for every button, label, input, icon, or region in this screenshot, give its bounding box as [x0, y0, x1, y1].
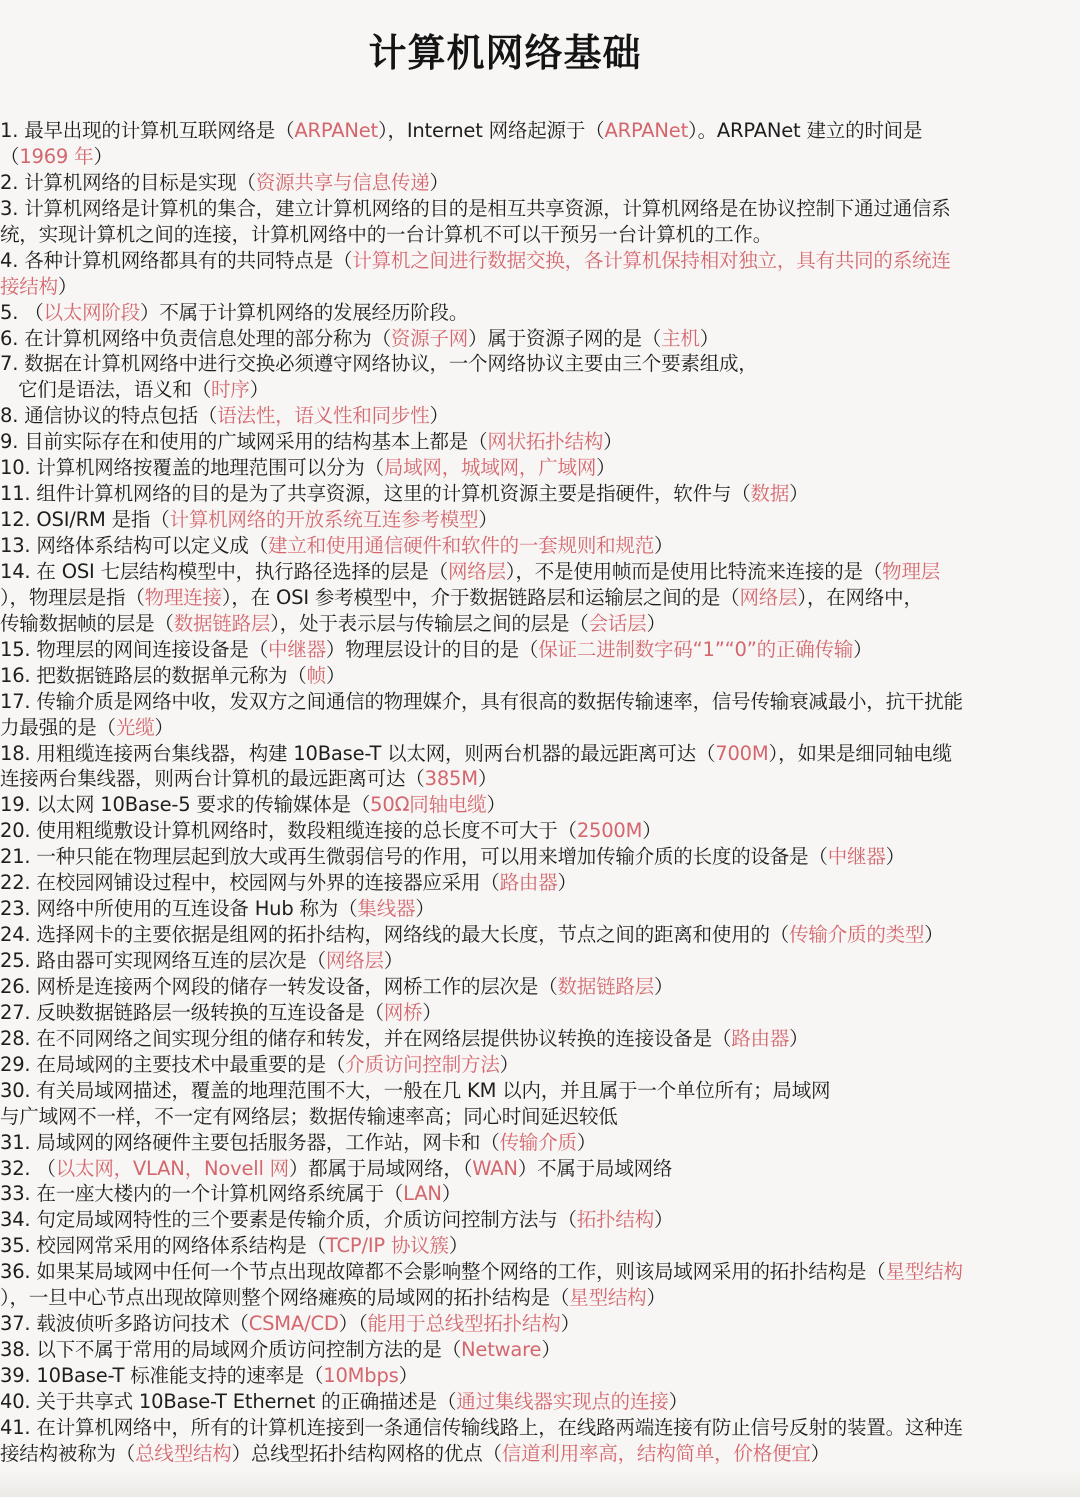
question-text: 33. 在一座大楼内的一个计算机网络系统属于（ [0, 1182, 404, 1206]
text-line [0, 1441, 1076, 1467]
text-line [0, 896, 1076, 922]
question-text: ） [429, 404, 449, 428]
question-text: ） [699, 326, 720, 350]
question-text: ） [642, 819, 662, 843]
question-text: 20. 使用粗缆敷设计算机网络时，数段粗缆连接的总长度不可大于（ [0, 819, 577, 843]
question-text: 26. 网桥是连接两个网段的储存一转发设备，网桥工作的层次是（ [0, 974, 558, 998]
question-text: ） [415, 897, 435, 921]
text-line [0, 663, 1076, 689]
question-text: 27. 反映数据链路层一级转换的互连设备是（ [0, 1000, 384, 1024]
question-text: ） [853, 637, 873, 661]
text-line [0, 248, 1076, 274]
text-line [0, 922, 1076, 948]
question-text: ） [654, 974, 674, 998]
answer-text: 时序 [211, 378, 250, 402]
text-line [0, 844, 1076, 870]
question-text: ），如果是细同轴电缆 [768, 741, 952, 765]
text-line [0, 870, 1076, 896]
answer-text: 介质访问控制方法 [345, 1052, 500, 1076]
question-text: ） [646, 1286, 666, 1310]
answer-text: 物理连接 [144, 585, 222, 609]
text-line [0, 818, 1076, 844]
answer-text: 接结构 [0, 274, 58, 298]
text-line [0, 170, 1076, 196]
question-text: ） [576, 1130, 597, 1154]
answer-text: 资源共享与信息传递 [255, 170, 430, 194]
text-line [0, 792, 1076, 818]
text-line [0, 1233, 1076, 1259]
question-text: ） [249, 378, 269, 402]
question-text: 39. 10Base-T 标准能支持的速率是（ [0, 1364, 324, 1387]
question-text: 17. 传输介质是网络中收，发双方之间通信的物理媒介，具有很高的数据传输速率，信号传输衰减最小，抗干扰能 [0, 689, 963, 713]
text-line [0, 715, 1076, 741]
text-line [0, 1052, 1076, 1078]
question-text: 23. 网络中所使用的互连设备 Hub 称为（ [0, 897, 358, 921]
text-line [0, 403, 1076, 429]
question-text: ） [668, 1389, 688, 1413]
answer-text: 主机 [661, 326, 700, 350]
bottom-fade [0, 1469, 1080, 1497]
answer-text: 传输介质 [499, 1130, 577, 1154]
question-text: ） [429, 170, 449, 194]
text-line [0, 351, 1076, 377]
question-text: ） [154, 715, 174, 739]
question-text: 它们是语法，语义和（ [0, 378, 211, 402]
question-text: 29. 在局域网的主要技术中最重要的是（ [0, 1052, 346, 1076]
question-text: ） [654, 534, 674, 557]
question-text: ）总线型拓扑结构网格的优点（ [231, 1441, 502, 1465]
answer-text: TCP/IP 协议簇 [325, 1234, 449, 1258]
answer-text: 网状拓扑结构 [487, 430, 604, 454]
question-text: （ [0, 144, 20, 168]
question-text: 40. 关于共享式 10Base-T Ethernet 的正确描述是（ [0, 1389, 457, 1413]
text-line [0, 1104, 1076, 1130]
question-text: ） [383, 949, 404, 972]
question-text: ） [441, 1182, 462, 1206]
question-text: 41. 在计算机网络中，所有的计算机连接到一条通信传输线路上，在线路两端连接有防止信号反射的装置。这种连 [0, 1415, 963, 1439]
question-text: 接结构被称为（ [0, 1441, 136, 1465]
answer-text: 建立和使用通信硬件和软件的一套规则和规范 [268, 534, 655, 557]
answer-text: 计算机网络的开放系统互连参考模型 [169, 508, 479, 532]
question-text: ） [654, 1208, 674, 1232]
answer-text: 会话层 [588, 611, 647, 635]
question-text: ）（ [338, 1312, 368, 1336]
answer-text: 计算机之间进行数据交换，各计算机保持相对独立，具有共同的系统连 [352, 248, 951, 272]
text-line [0, 689, 1076, 715]
answer-text: 网桥 [383, 1000, 423, 1024]
question-text: 9. 目前实际存在和使用的广域网采用的结构基本上都是（ [0, 430, 488, 454]
question-text: 12. OSI/RM 是指（ [0, 508, 170, 532]
question-text: ），物理层是指（ [0, 585, 145, 609]
text-line [0, 974, 1076, 1000]
question-text: ） [477, 767, 498, 791]
answer-text: 星型结构 [885, 1260, 963, 1284]
answer-text: 2500M [576, 819, 643, 843]
answer-text: 信道利用率高，结构简单，价格便宜 [501, 1441, 811, 1465]
question-text: 传输数据帧的层是（ [0, 611, 174, 635]
text-line [0, 741, 1076, 767]
text-line [0, 1130, 1076, 1156]
answer-text: Netware [461, 1338, 542, 1362]
question-text: 38. 以下不属于常用的局域网介质访问控制方法的是（ [0, 1338, 462, 1362]
question-text: 4. 各种计算机网络都具有的共同特点是（ [0, 248, 353, 272]
text-line [0, 1363, 1076, 1389]
answer-text: 通过集线器实现点的连接 [456, 1389, 669, 1413]
answer-text: 物理层 [882, 559, 941, 583]
question-text: ） [789, 1026, 809, 1050]
question-text: 30. 有关局域网描述，覆盖的地理范围不大，一般在几 KM 以内，并且属于一个单位所有；局域网 [0, 1078, 831, 1102]
answer-text: 数据链路层 [557, 974, 655, 998]
question-text: ）都属于局域网络，（ [289, 1156, 473, 1180]
question-text: ） [885, 845, 905, 869]
text-line [0, 455, 1076, 481]
answer-text: 语法性，语义性和同步性 [217, 404, 430, 428]
text-line [0, 377, 1076, 403]
answer-text: LAN [403, 1182, 442, 1206]
page-title: 计算机网络基础 [368, 31, 642, 75]
question-text: ）不属于局域网络 [517, 1156, 673, 1180]
text-line [0, 144, 1076, 170]
text-line [0, 300, 1076, 326]
answer-text: 拓扑结构 [576, 1208, 655, 1232]
text-line [0, 611, 1076, 637]
question-text: ） [646, 611, 666, 635]
question-text: ） [789, 482, 809, 506]
answer-text: 网络层 [448, 559, 506, 583]
answer-text: 网络层 [325, 949, 384, 972]
question-text: 14. 在 OSI 七层结构模型中，执行路径选择的层是（ [0, 559, 448, 583]
answer-text: 星型结构 [569, 1286, 647, 1310]
question-text: ），处于表示层与传输层之间的层是（ [270, 611, 589, 635]
question-text: ）。ARPANet 建立的时间是 [688, 119, 923, 142]
question-text: ） [486, 793, 506, 817]
text-line [0, 1156, 1076, 1182]
question-text: ） [557, 871, 577, 895]
answer-text: 资源子网 [390, 326, 469, 350]
question-text: ）属于资源子网的是（ [468, 326, 662, 350]
text-line [0, 533, 1076, 559]
text-line [0, 429, 1076, 455]
answer-text: 帧 [306, 663, 326, 687]
question-text: 34. 句定局域网特性的三个要素是传输介质，介质访问控制方法与（ [0, 1208, 577, 1232]
answer-text: 局域网，城域网，广域网 [383, 456, 597, 480]
text-line [0, 948, 1076, 974]
text-line [0, 1207, 1076, 1233]
question-text: 5. （ [0, 300, 44, 324]
question-text: 18. 用粗缆连接两台集线器，构建 10Base-T 以太网，则两台机器的最远距离可达（ [0, 741, 716, 765]
question-text: ） [422, 1000, 442, 1024]
answer-text: ARPANet [294, 119, 378, 142]
text-line [0, 637, 1076, 663]
question-text: ） [924, 923, 944, 947]
text-line [0, 1311, 1076, 1337]
question-text: 2. 计算机网络的目标是实现（ [0, 170, 256, 194]
text-line [0, 559, 1076, 585]
text-line [0, 1415, 1076, 1441]
question-text: 10. 计算机网络按覆盖的地理范围可以分为（ [0, 456, 384, 480]
question-text: 35. 校园网常采用的网络体系结构是（ [0, 1234, 326, 1258]
question-text: 16. 把数据链路层的数据单元称为（ [0, 663, 307, 687]
text-line [0, 1078, 1076, 1104]
answer-text: 能用于总线型拓扑结构 [367, 1312, 561, 1336]
text-line [0, 274, 1076, 300]
answer-text: 50Ω同轴电缆 [370, 793, 487, 817]
answer-text: 1969 年 [19, 144, 94, 168]
answer-text: 路由器 [731, 1026, 790, 1050]
question-text: 21. 一种只能在物理层起到放大或再生微弱信号的作用，可以用来增加传输介质的长度的设备是（ [0, 845, 828, 869]
text-line [0, 507, 1076, 533]
question-text: ）不属于计算机网络的发展经历阶段。 [140, 300, 469, 324]
question-text: ），不是使用帧而是使用比特流来连接的是（ [505, 559, 883, 583]
answer-text: ARPANet [604, 119, 689, 142]
text-line [0, 222, 1076, 248]
question-text: ） [325, 663, 346, 687]
text-line [0, 1000, 1076, 1026]
question-text: ），一旦中心节点出现故障则整个网络瘫痪的局域网的拓扑结构是（ [0, 1286, 570, 1310]
question-text: ） [810, 1441, 830, 1465]
question-text: 15. 物理层的网间连接设备是（ [0, 637, 269, 661]
text-line [0, 1285, 1076, 1311]
question-text: 32. （ [0, 1156, 56, 1180]
question-text: 19. 以太网 10Base-5 要求的传输媒体是（ [0, 793, 371, 817]
question-text: 37. 载波侦听多路访问技术（ [0, 1312, 249, 1336]
answer-text: 中继器 [827, 845, 886, 869]
text-line [0, 196, 1076, 222]
question-text: 统，实现计算机之间的连接，计算机网络中的一台计算机不可以干预另一台计算机的工作。 [0, 222, 773, 246]
text-line [0, 1259, 1076, 1285]
text-line [0, 1026, 1076, 1052]
answer-text: 数据 [750, 482, 790, 506]
answer-text: 保证二进制数字码“1”“0”的正确传输 [538, 637, 854, 661]
answer-text: 700M [715, 741, 769, 765]
answer-text: 网络层 [739, 585, 798, 609]
question-text: 36. 如果某局域网中任何一个节点出现故障都不会影响整个网络的工作，则该局域网采用的拓扑结构是（ [0, 1260, 886, 1284]
question-text: ） [93, 144, 113, 168]
question-text: ） [541, 1338, 561, 1362]
question-text: ） [560, 1312, 580, 1336]
question-text: 3. 计算机网络是计算机的集合，建立计算机网络的目的是相互共享资源，计算机网络是在协议控制下通过通信系 [0, 196, 951, 220]
question-text: 7. 数据在计算机网络中进行交换必须遵守网络协议，一个网络协议主要由三个要素组成， [0, 352, 758, 376]
answer-text: 10Mbps [323, 1364, 399, 1387]
question-text: 24. 选择网卡的主要依据是组网的拓扑结构，网络线的最大长度，节点之间的距离和使用的（ [0, 923, 790, 947]
answer-text: 路由器 [499, 871, 558, 895]
answer-text: 总线型结构 [135, 1441, 232, 1465]
text-line [0, 766, 1076, 792]
question-text: 1. 最早出现的计算机互联网络是（ [0, 119, 295, 142]
question-text: ） [603, 430, 623, 454]
answer-text: WAN [472, 1156, 518, 1180]
question-text: ） [448, 1234, 469, 1258]
question-text: ），Internet 网络起源于（ [377, 119, 605, 142]
answer-text: 传输介质的类型 [789, 923, 925, 947]
answer-text: 以太网，VLAN，Novell 网 [55, 1156, 289, 1180]
question-text: ） [499, 1052, 519, 1076]
question-text: 31. 局域网的网络硬件主要包括服务器，工作站，网卡和（ [0, 1130, 500, 1154]
text-line [0, 326, 1076, 352]
question-text: ）物理层设计的目的是（ [325, 637, 539, 661]
answer-text: 中继器 [268, 637, 326, 661]
question-text: 28. 在不同网络之间实现分组的储存和转发，并在网络层提供协议转换的连接设备是（ [0, 1026, 732, 1050]
answer-text: 光缆 [115, 715, 155, 739]
question-text: 6. 在计算机网络中负责信息处理的部分称为（ [0, 326, 391, 350]
question-text: 力最强的是（ [0, 715, 116, 739]
answer-text: 以太网阶段 [43, 300, 141, 324]
text-line [0, 1181, 1076, 1207]
question-text: ），在网络中， [797, 585, 923, 609]
question-text: 13. 网络体系结构可以定义成（ [0, 534, 269, 557]
question-text: ） [478, 508, 498, 532]
text-line [0, 1389, 1076, 1415]
answer-text: 数据链路层 [173, 611, 271, 635]
question-text: 22. 在校园网铺设过程中，校园网与外界的连接器应采用（ [0, 871, 500, 895]
answer-text: 385M [424, 767, 478, 791]
question-text: ），在 OSI 参考模型中，介于数据链路层和运输层之间的是（ [221, 585, 740, 609]
answer-text: CSMA/CD [248, 1312, 339, 1336]
question-text: 25. 路由器可实现网络互连的层次是（ [0, 949, 326, 972]
question-text: 连接两台集线器，则两台计算机的最远距离可达（ [0, 767, 425, 791]
question-text: ） [398, 1364, 418, 1387]
text-line [0, 481, 1076, 507]
question-text: ） [57, 274, 78, 298]
question-text: 与广域网不一样，不一定有网络层；数据传输速率高；同心时间延迟较低 [0, 1104, 618, 1128]
text-line [0, 1337, 1076, 1363]
answer-text: 集线器 [357, 897, 416, 921]
question-list [0, 118, 1076, 1467]
question-text: 8. 通信协议的特点包括（ [0, 404, 218, 428]
text-line [0, 585, 1076, 611]
text-line [0, 118, 1076, 144]
question-text: 11. 组件计算机网络的目的是为了共享资源，这里的计算机资源主要是指硬件，软件与（ [0, 482, 751, 506]
question-text: ） [596, 456, 616, 480]
